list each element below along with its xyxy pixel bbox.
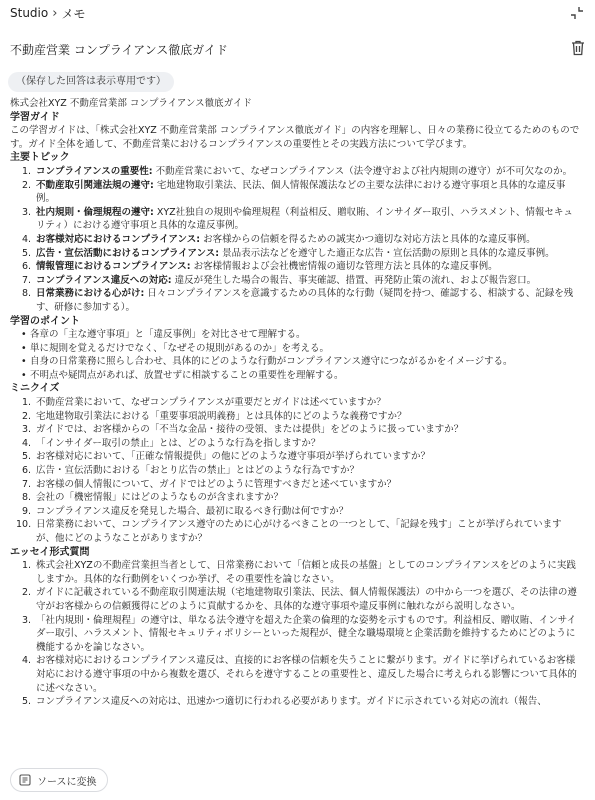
point-item [10, 342, 582, 356]
quiz-number: 10. [16, 519, 32, 531]
doc-title: 株式会社XYZ 不動産営業部 コンプライアンス徹底ガイド [10, 98, 252, 109]
point-item [10, 328, 582, 342]
essay-list [10, 559, 582, 709]
note-title: 不動産営業 コンプライアンス徹底ガイド [10, 43, 228, 57]
essay-text: お客様対応におけるコンプライアンス違反は、直接的にお客様の信頼を失うことに繋がります。ガイドに挙げられているお客様対応における遵守事項の中から複数を選び、それらを遵守することの重要性と、違反した場合に考えられる影響について具体的に述べなさい。 [36, 655, 577, 694]
topic-heading: 日常業務における心がけ: [36, 288, 145, 300]
quiz-number: 3. [22, 424, 32, 436]
quiz-number: 5. [22, 451, 32, 463]
quiz-number: 8. [22, 492, 32, 504]
quiz-item [10, 410, 578, 424]
quiz-number: 2. [22, 410, 32, 422]
essay-item [10, 586, 578, 613]
point-text: 自身の日常業務に照らし合わせ、具体的にどのような行動がコンプライアンス遵守につながるかをイメージする。 [30, 356, 513, 368]
topic-heading: お客様対応におけるコンプライアンス: [36, 233, 201, 245]
bullet-icon: • [21, 356, 27, 368]
topic-item [10, 274, 578, 288]
quiz-item [10, 464, 578, 478]
topic-heading: コンプライアンス違反への対応: [36, 274, 172, 286]
quiz-number: 6. [22, 465, 32, 477]
point-text: 不明点や疑問点があれば、放置せずに相談することの重要性を理解する。 [30, 369, 344, 381]
topic-text: XYZ社独自の規則や倫理規程（利益相反、贈収賄、インサイダー取引、ハラスメント、情報セキュリティ）における遵守事項と具体的な違反事例。 [36, 206, 573, 232]
essay-item [10, 559, 578, 586]
point-item [10, 369, 582, 383]
topics-list [10, 165, 582, 315]
bullet-icon: • [21, 329, 27, 341]
quiz-number: 9. [22, 505, 32, 517]
topic-heading: 広告・宣伝活動におけるコンプライアンス: [36, 247, 220, 259]
note-convert-icon [19, 774, 31, 786]
quiz-list [10, 396, 582, 546]
study-guide-text: この学習ガイドは、「株式会社XYZ 不動産営業部 コンプライアンス徹底ガイド」の内容を理解し、日々の業務に役立てるためのものです。ガイド全体を通して、不動産営業におけるコンプライアンスの重要性とその実践方法について学びます。 [10, 125, 580, 150]
points-heading: 学習のポイント [10, 315, 80, 327]
essay-heading: エッセイ形式質問 [10, 546, 90, 558]
chevron-right-icon: › [52, 5, 58, 21]
topic-number: 6. [22, 261, 32, 273]
quiz-item [10, 518, 578, 545]
study-guide-heading: 学習ガイド [10, 111, 60, 123]
breadcrumb-memo: メモ [61, 6, 86, 21]
topic-text: お客様情報および会社機密情報の適切な管理方法と具体的な違反事例。 [190, 261, 498, 273]
topic-item [10, 165, 578, 179]
quiz-heading: ミニクイズ [10, 383, 60, 395]
topic-number: 5. [22, 247, 32, 259]
topic-number: 2. [22, 179, 32, 191]
topic-heading: コンプライアンスの重要性: [36, 165, 153, 177]
topic-item [10, 179, 578, 206]
topic-text: 景品表示法などを遵守した適正な広告・宣伝活動の原則と具体的な違反事例。 [219, 247, 555, 259]
bullet-icon: • [21, 369, 27, 381]
topic-item [10, 260, 578, 274]
topic-text: 日々コンプライアンスを意識するための具体的な行動（疑問を持つ、確認する、相談する、記録を残す、研修に参加する）。 [36, 288, 574, 313]
breadcrumb-studio[interactable]: Studio [10, 6, 49, 20]
breadcrumb [0, 0, 595, 26]
point-item [10, 355, 582, 369]
quiz-number: 7. [22, 478, 32, 490]
saved-note-badge: （保存した回答は表示専用です） [8, 72, 174, 92]
quiz-item [10, 396, 578, 410]
essay-number: 3. [22, 614, 32, 626]
note-header [0, 36, 595, 62]
topic-number: 8. [22, 288, 32, 300]
essay-number: 1. [22, 560, 32, 572]
topic-number: 1. [22, 165, 32, 177]
topic-number: 4. [22, 233, 32, 245]
essay-item [10, 654, 578, 695]
bullet-icon: • [21, 342, 27, 354]
essay-item [10, 614, 578, 655]
trash-icon[interactable] [571, 40, 585, 56]
points-list [10, 328, 582, 382]
topic-item [10, 247, 578, 261]
essay-text: ガイドに記載されている不動産取引関連法規（宅地建物取引業法、民法、個人情報保護法）の中から一つを選び、その法律の遵守がお客様からの信頼獲得にどのように貢献するかを、具体的な遵守事項や違反事例に触れながら説明しなさい。 [36, 587, 577, 612]
quiz-number: 4. [22, 437, 32, 449]
quiz-item [10, 437, 578, 451]
topic-item [10, 287, 578, 314]
topic-text: 不動産営業において、なぜコンプライアンス（法令遵守および社内規則の遵守）が不可欠なのか。 [152, 165, 573, 177]
collapse-icon[interactable] [569, 5, 585, 21]
quiz-text: 広告・宣伝活動における「おとり広告の禁止」とはどのような行為ですか？ [36, 465, 360, 477]
essay-item [10, 695, 578, 709]
topic-text: 違反が発生した場合の報告、事実確認、措置、再発防止策の流れ、および報告窓口。 [171, 274, 537, 286]
topic-number: 7. [22, 274, 32, 286]
quiz-text: 不動産営業において、なぜコンプライアンスが重要だとガイドは述べていますか？ [36, 397, 386, 409]
bottom-bar [0, 752, 595, 800]
quiz-text: 会社の「機密情報」にはどのようなものが含まれますか？ [36, 492, 284, 504]
essay-text: 株式会社XYZの不動産営業担当者として、日常業務において「信頼と成長の基盤」としてのコンプライアンスをどのように実践しますか。具体的な行動例をいくつか挙げ、その重要性を論じなさい。 [36, 560, 576, 585]
quiz-item [10, 478, 578, 492]
topic-number: 3. [22, 206, 32, 218]
quiz-text: 日常業務において、コンプライアンス遵守のために心がけるべきことの一つとして、「記録を残す」ことが挙げられていますが、他にどのようなことがありますか？ [36, 519, 562, 544]
quiz-text: お客様対応において、「正確な情報提供」の他にどのような遵守事項が挙げられていますか？ [36, 451, 431, 463]
essay-text: コンプライアンス違反への対応は、迅速かつ適切に行われる必要があります。ガイドに示されている対応の流れ（報告、 [36, 696, 547, 708]
point-text: 単に規則を覚えるだけでなく、「なぜその規則があるのか」を考える。 [30, 342, 330, 354]
quiz-item [10, 505, 578, 519]
quiz-text: 宅地建物取引業法における「重要事項説明義務」とは具体的にどのような義務ですか？ [36, 410, 407, 422]
topic-text: お客様からの信頼を得るための誠実かつ適切な対応方法と具体的な違反事例。 [200, 233, 536, 245]
essay-number: 5. [22, 696, 32, 708]
quiz-item [10, 423, 578, 437]
topic-heading: 社内規則・倫理規程の遵守: [36, 206, 154, 218]
quiz-text: ガイドでは、お客様からの「不当な金品・接待の受領、または提供」をどのように扱っていますか？ [36, 424, 464, 436]
quiz-text: コンプライアンス違反を発見した場合、最初に取るべき行動は何ですか？ [36, 505, 349, 517]
convert-label: ソースに変換 [37, 776, 97, 788]
topic-item [10, 233, 578, 247]
note-content [10, 97, 582, 751]
topics-heading: 主要トピック [10, 152, 70, 164]
topic-heading: 情報管理におけるコンプライアンス: [36, 261, 191, 273]
topic-text: 宅地建物取引業法、民法、個人情報保護法などの主要な法律における遵守事項と具体的な違反事例。 [36, 179, 566, 205]
convert-to-source-button[interactable] [10, 768, 108, 792]
quiz-text: 「インサイダー取引の禁止」とは、どのような行為を指しますか？ [36, 437, 321, 449]
topic-item [10, 206, 578, 233]
quiz-item [10, 450, 578, 464]
quiz-number: 1. [22, 397, 32, 409]
essay-number: 4. [22, 655, 32, 667]
point-text: 各章の「主な遵守事項」と「違反事例」を対比させて理解する。 [30, 329, 306, 341]
essay-text: 「社内規則・倫理規程」の遵守は、単なる法令遵守を超えた企業の倫理的な姿勢を示すものです。利益相反、贈収賄、インサイダー取引、ハラスメント、情報セキュリティポリシーといった規程が、健全な職場環境と企業活動を維持するためにどのように機能するかを論じなさい。 [36, 614, 577, 653]
quiz-item [10, 491, 578, 505]
topic-heading: 不動産取引関連法規の遵守: [36, 179, 154, 191]
quiz-text: お客様の個人情報について、ガイドではどのように管理すべきだと述べていますか？ [36, 478, 397, 490]
essay-number: 2. [22, 587, 32, 599]
